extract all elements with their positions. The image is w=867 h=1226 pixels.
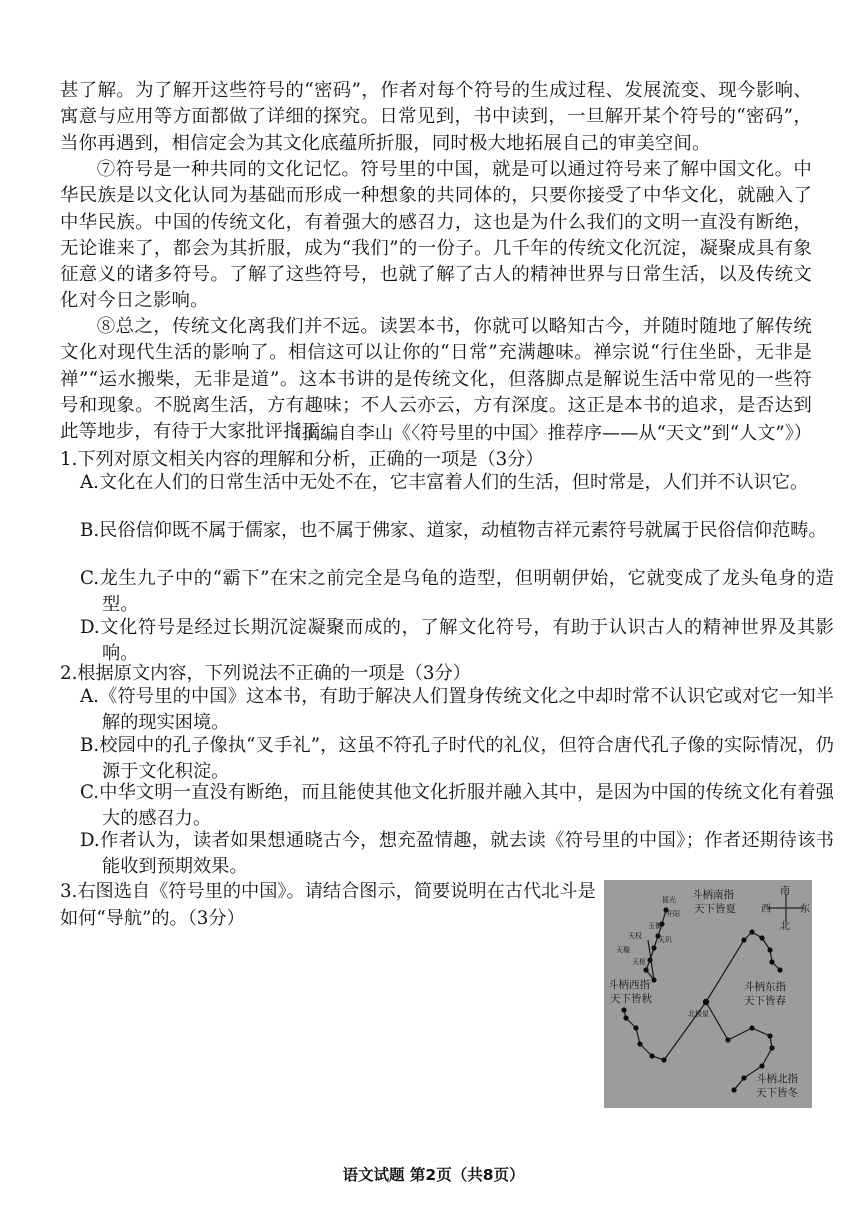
question-1-option-a: A.文化在人们的日常生活中无处不在，它丰富着人们的生活，但时常是，人们并不认识它。	[80, 472, 809, 493]
star-kaiyang-label: 开阳	[666, 910, 680, 918]
west-season-label: 天下皆秋	[610, 993, 652, 1005]
star-tianquan-label: 天权	[628, 932, 642, 940]
south-point-label: 斗柄南指	[692, 889, 734, 901]
passage-paragraph-continued: 甚了解。为了解开这些符号的“密码”，作者对每个符号的生成过程、发展流变、现今影响、寓意与应用等方面都做了详细的探究。日常见到，书中读到，一旦解开某个符号的“密码”，当你再遇到，相信定会为其文化底蕴所折服，同时极大地拓展自己的审美空间。	[60, 80, 812, 154]
north-point-label: 斗柄北指	[756, 1073, 798, 1085]
star-yaoguang-label: 摇光	[662, 896, 676, 904]
polaris-label: 北极星	[688, 1010, 709, 1018]
question-2-stem: 2.根据原文内容，下列说法不正确的一项是（3分）	[60, 663, 471, 684]
star-yuheng-label: 玉衡	[648, 922, 662, 930]
question-2-option-b: B.校园中的孔子像执“叉手礼”，这虽不符孔子时代的礼仪，但符合唐代孔子像的实际情况，仍源于文化积淀。	[80, 735, 834, 782]
big-dipper-figure	[604, 880, 812, 1108]
question-1-stem: 1.下列对原文相关内容的理解和分析，正确的一项是（3分）	[60, 449, 544, 470]
passage-paragraph-8: ⑧总之，传统文化离我们并不远。读罢本书，你就可以略知古今，并随时随地了解传统文化对现代生活的影响了。相信这可以让你的“日常”充满趣味。禅宗说“行住坐卧，无非是禅”“运水搬柴，无非是道”。这本书讲的是传统文化，但落脚点是解说生活中常见的一些符号和现象。不脱离生活，方有趣味；不人云亦云，方有深度。这正是本书的追求，是否达到此等地步，有待于大家批评指正。	[60, 316, 812, 443]
question-3-stem: 3.右图选自《符号里的中国》。请结合图示，简要说明在古代北斗是如何“导航”的。（3分）	[60, 881, 596, 929]
question-1-option-d: D.文化符号是经过长期沉淀凝聚而成的，了解文化符号，有助于认识古人的精神世界及其影响。	[80, 617, 834, 664]
question-2-option-d: D.作者认为，读者如果想通晓古今，想充盈情趣，就去读《符号里的中国》；作者还期待该书能收到预期效果。	[80, 830, 834, 877]
star-tianji-label: 天玑	[658, 936, 672, 944]
compass-south-label: 南	[780, 886, 790, 897]
north-season-label: 天下皆冬	[756, 1087, 798, 1099]
passage-citation: （摘编自李山《〈符号里的中国〉推荐序——从“天文”到“人文”》）	[283, 423, 812, 444]
star-tianxuan-label: 天璇	[616, 946, 630, 954]
compass-cross	[768, 894, 804, 922]
compass-west-label: 西	[761, 904, 771, 915]
passage-paragraph-7: ⑦符号是一种共同的文化记忆。符号里的中国，就是可以通过符号来了解中国文化。中华民族是以文化认同为基础而形成一种想象的共同体的，只要你接受了中华文化，就融入了中华民族。中国的传统文化，有着强大的感召力，这也是为什么我们的文明一直没有断绝，无论谁来了，都会为其折服，成为“我们”的一份子。几千年的传统文化沉淀，凝聚成具有象征意义的诸多符号。了解了这些符号，也就了解了古人的精神世界与日常生活，以及传统文化对今日之影响。	[60, 159, 812, 312]
west-point-label: 斗柄西指	[608, 979, 650, 991]
page-footer: 语文试题 第2页（共8页）	[342, 1166, 525, 1184]
east-season-label: 天下皆春	[744, 995, 786, 1007]
question-1-option-c: C.龙生九子中的“霸下”在宋之前完全是乌龟的造型，但明朝伊始，它就变成了龙头龟身的造型。	[80, 568, 834, 615]
star-tianshu-label: 天枢	[632, 958, 646, 966]
question-1-option-b: B.民俗信仰既不属于儒家，也不属于佛家、道家，动植物吉祥元素符号就属于民俗信仰范畴。	[80, 520, 827, 541]
south-season-label: 天下皆夏	[694, 903, 736, 915]
question-2-option-c: C.中华文明一直没有断绝，而且能使其他文化折服并融入其中，是因为中国的传统文化有着强大的感召力。	[80, 782, 834, 829]
big-dipper-diagram	[604, 880, 812, 1108]
compass-north-label: 北	[780, 921, 790, 932]
question-2-option-a: A.《符号里的中国》这本书，有助于解决人们置身传统文化之中却时常不认识它或对它一知半解的现实困境。	[80, 686, 834, 733]
east-point-label: 斗柄东指	[744, 981, 786, 993]
compass-east-label: 东	[800, 904, 810, 915]
